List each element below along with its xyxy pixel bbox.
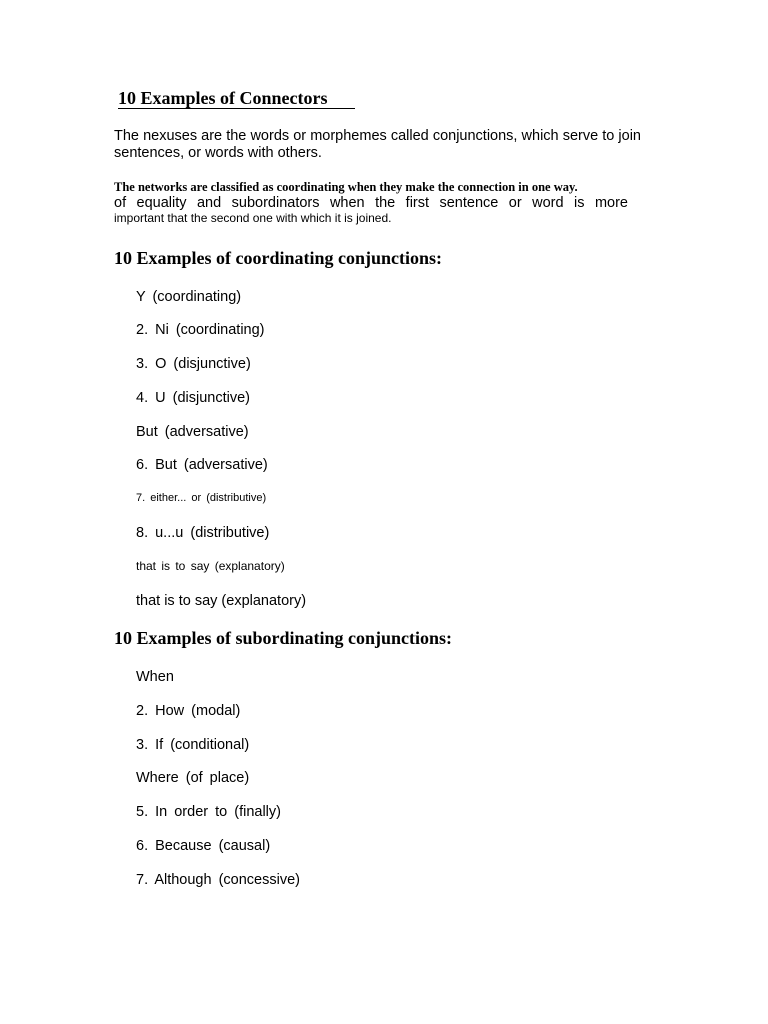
coordinating-item-10: that is to say (explanatory)	[136, 593, 307, 609]
subordinating-item-7: 7. Although (concessive)	[136, 872, 300, 888]
intro-paragraph: The nexuses are the words or morphemes called conjunctions, which serve to join sentences, or words with others.	[114, 128, 641, 161]
classification-paragraph	[114, 179, 628, 225]
subordinating-item-2: 2. How (modal)	[136, 703, 241, 719]
coordinating-item-6: 6. But (adversative)	[136, 457, 268, 473]
subordinating-item-1: When	[136, 669, 174, 685]
coordinating-item-4: 4. U (disjunctive)	[136, 390, 250, 406]
coordinating-item-3: 3. O (disjunctive)	[136, 356, 251, 372]
coordinating-heading: 10 Examples of coordinating conjunctions:	[114, 248, 443, 268]
subordinating-item-5: 5. In order to (finally)	[136, 804, 281, 820]
document-title: 10 Examples of Connectors	[118, 88, 328, 108]
coordinating-item-7: 7. either... or (distributive)	[136, 492, 267, 504]
subordinating-item-6: 6. Because (causal)	[136, 838, 271, 854]
coordinating-item-8: 8. u...u (distributive)	[136, 525, 270, 541]
subordinating-item-4: Where (of place)	[136, 770, 250, 786]
coordinating-item-5: But (adversative)	[136, 424, 249, 440]
coordinating-item-2: 2. Ni (coordinating)	[136, 322, 265, 338]
classification-bold-line: The networks are classified as coordinating when they make the connection in one way.	[114, 180, 578, 194]
coordinating-item-9: that is to say (explanatory)	[136, 559, 285, 573]
classification-line-2: of equality and subordinators when the first sentence or word is more	[114, 195, 628, 211]
coordinating-item-1: Y (coordinating)	[136, 289, 242, 305]
title-underline	[118, 108, 355, 109]
classification-line-3: important that the second one with which it is joined.	[114, 211, 392, 225]
subordinating-heading: 10 Examples of subordinating conjunctions:	[114, 628, 453, 648]
subordinating-item-3: 3. If (conditional)	[136, 737, 250, 753]
